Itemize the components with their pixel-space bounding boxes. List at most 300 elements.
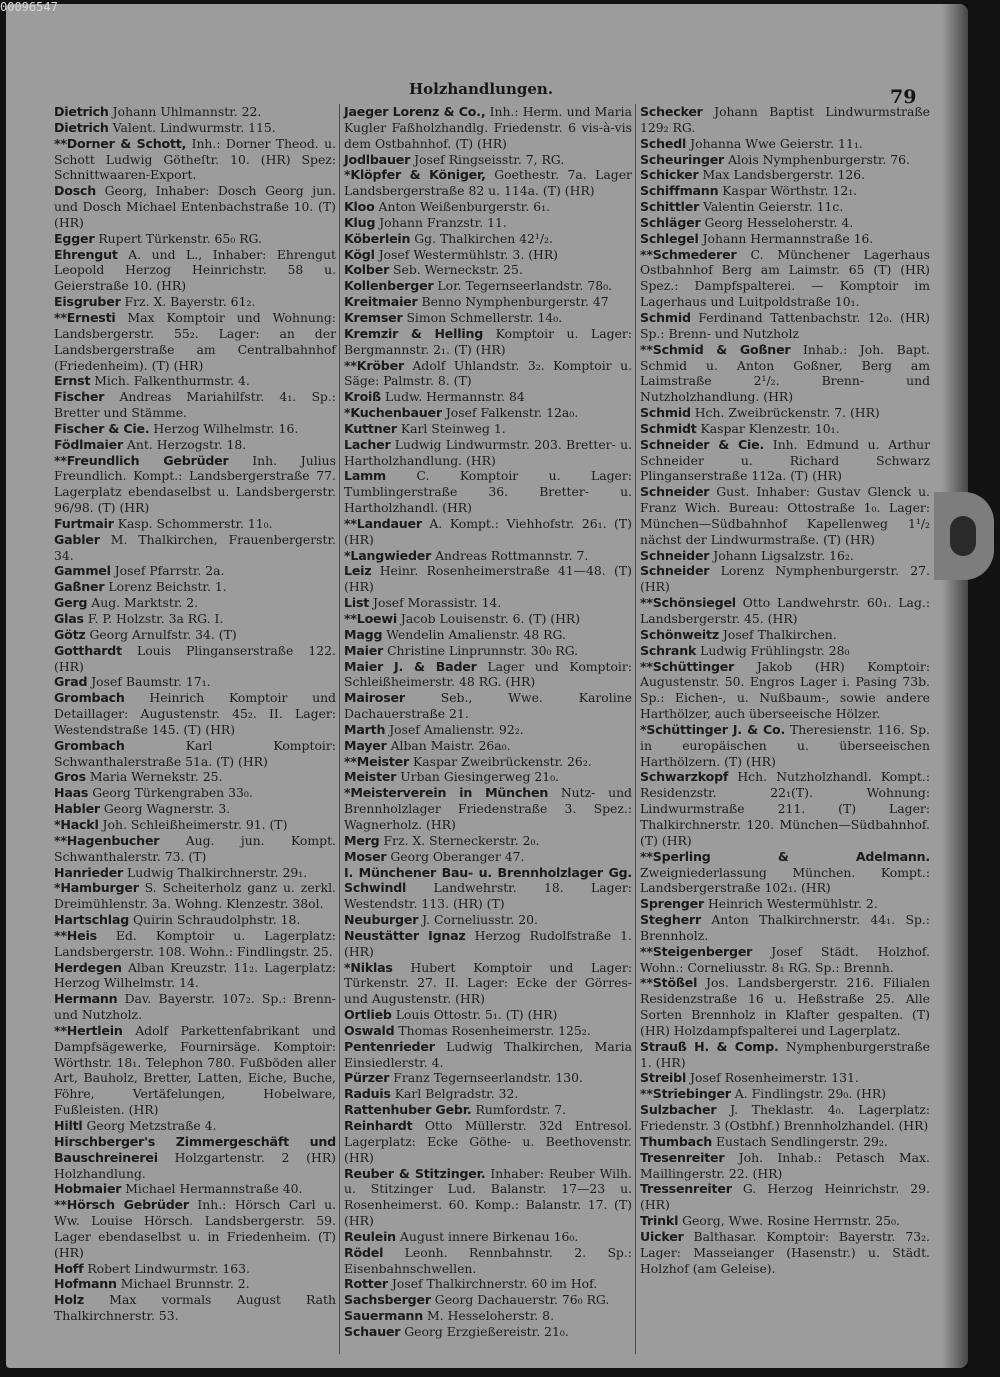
entry-details: Max Landsbergerstr. 126.	[702, 167, 866, 183]
entry-details: Ludwig Frühlingstr. 28₀	[700, 642, 850, 658]
entry-details: Holzgartenstr. 2 (HR) Holzhandlung.	[54, 1149, 336, 1181]
entry-details: Frz. X. Bayerstr. 61₂.	[124, 294, 256, 310]
entry-details: Ant. Herzogstr. 18.	[126, 436, 247, 452]
directory-entry	[54, 310, 336, 373]
entry-name: Rattenhuber Gebr.	[344, 1102, 472, 1118]
directory-column-1	[54, 104, 336, 1324]
directory-entry	[640, 1229, 930, 1277]
entry-name: Hermann	[54, 991, 118, 1007]
entry-details: Lor. Tegernseerlandstr. 78₀.	[437, 278, 613, 294]
entry-details: Joh. Schleißheimerstr. 91. (T)	[102, 816, 288, 832]
directory-entry	[640, 183, 930, 199]
directory-entry	[640, 152, 930, 168]
entry-details: Ludwig Thalkirchen, Maria Einsiedlerstr. 4.	[344, 1038, 632, 1070]
directory-entry	[54, 1181, 336, 1197]
directory-entry	[54, 231, 336, 247]
entry-details: Kaspar Zweibrückenstr. 26₂.	[412, 753, 592, 769]
directory-entry	[54, 373, 336, 389]
entry-details: Jos. Landsbergerstr. 216. Filialen Residenzstraße 16 u. Heßstraße 25. Alle Sorten Brennholz in Klafter gespalten. (T) (HR) Holzdampfspalterei und Lagerplatz.	[640, 975, 930, 1038]
directory-entry	[54, 136, 336, 184]
directory-entry	[344, 1308, 632, 1324]
entry-details: Maria Wernekstr. 25.	[89, 769, 223, 785]
directory-entry	[344, 1324, 632, 1340]
entry-details: Karl Komptoir: Schwanthalerstraße 51a. (T) (HR)	[54, 737, 336, 769]
entry-details: Simon Schmellerstr. 14₀.	[406, 309, 563, 325]
directory-entry	[640, 912, 930, 944]
directory-entry	[54, 563, 336, 579]
entry-name: **Striebinger	[640, 1086, 731, 1102]
entry-name: Ehrengut	[54, 246, 118, 262]
entry-name: Egger	[54, 230, 95, 246]
directory-entry	[344, 690, 632, 722]
entry-details: A. Kompt.: Viehhofstr. 26₁. (T) (HR)	[344, 515, 632, 547]
entry-name: *Langwieder	[344, 547, 432, 563]
directory-entry	[344, 1039, 632, 1071]
entry-details: Rumfordstr. 7.	[475, 1102, 567, 1118]
entry-details: Kasp. Schommerstr. 11₀.	[117, 515, 273, 531]
entry-details: Johann Franzstr. 11.	[379, 214, 507, 230]
entry-name: *Hamburger	[54, 880, 139, 896]
entry-name: *Schüttinger J. & Co.	[640, 721, 786, 737]
directory-entry	[344, 928, 632, 960]
entry-name: Kolber	[344, 262, 390, 278]
entry-details: Lager und Komptoir: Schleißheimerstr. 48 RG. (HR)	[344, 658, 632, 690]
directory-entry	[640, 563, 930, 595]
entry-details: Johann Uhlmannstr. 22.	[112, 104, 262, 119]
directory-entry	[344, 104, 632, 152]
entry-details: Inh.: Hörsch Carl u. Ww. Louise Hörsch. Landsbergerstr. 59. Lager ebendaselbst u. in Friedenheim. (T) (HR)	[54, 1197, 336, 1260]
entry-details: Josef Westermühlstr. 3. (HR)	[378, 246, 558, 262]
entry-name: Jodlbauer	[344, 151, 411, 167]
entry-name: Kreitmaier	[344, 294, 418, 310]
entry-name: **Dorner & Schott,	[54, 135, 187, 151]
entry-name: Sauermann	[344, 1308, 424, 1324]
entry-name: **Schüttinger	[640, 658, 735, 674]
directory-entry	[54, 674, 336, 690]
directory-entry	[344, 611, 632, 627]
entry-details: Georg Dachauerstr. 76₀ RG.	[434, 1292, 610, 1308]
directory-entry	[640, 1134, 930, 1150]
entry-name: Furtmair	[54, 515, 114, 531]
directory-entry	[344, 849, 632, 865]
page-number: 79	[890, 86, 917, 108]
directory-entry	[344, 516, 632, 548]
entry-name: Schmid	[640, 309, 691, 325]
entry-details: Lorenz Beichstr. 1.	[108, 579, 227, 595]
entry-details: Adolf Uhlandstr. 3₂. Komptoir u. Säge: Palmstr. 8. (T)	[344, 357, 632, 389]
entry-name: I. Münchener Bau- u. Brennholzlager Gg. Schwindl	[344, 864, 632, 896]
directory-entry	[640, 342, 930, 405]
column-divider	[339, 104, 340, 1354]
entry-name: **Loewi	[344, 611, 397, 626]
entry-name: Grombach	[54, 690, 125, 706]
entry-details: Josef Ringseisstr. 7, RG.	[414, 151, 565, 167]
scan-id-label: 00096547	[0, 0, 58, 14]
entry-details: Andreas Mariahilfstr. 4₁. Sp.: Bretter und Stämme.	[54, 389, 336, 421]
directory-entry	[344, 294, 632, 310]
directory-entry	[344, 1023, 632, 1039]
entry-details: Heinr. Rosenheimerstraße 41—48. (T) (HR)	[344, 563, 632, 595]
directory-entry	[344, 1086, 632, 1102]
entry-details: Valent. Lindwurmstr. 115.	[112, 119, 276, 135]
entry-details: J. Corneliusstr. 20.	[422, 912, 538, 928]
entry-name: Schmidt	[640, 420, 697, 436]
entry-details: S. Scheiterholz ganz u. zerkl. Dreimühlenstr. 3a. Wohng. Klenzestr. 38ol.	[54, 880, 336, 912]
entry-name: **Schmid & Goßner	[640, 341, 791, 357]
directory-entry	[344, 468, 632, 516]
entry-details: Thomas Rosenheimerstr. 125₂.	[398, 1022, 591, 1038]
directory-entry	[54, 1118, 336, 1134]
entry-details: Ludwig Thalkirchnerstr. 29₁.	[127, 864, 308, 880]
entry-details: Georg Oberanger 47.	[390, 848, 525, 864]
directory-entry	[344, 912, 632, 928]
entry-details: Gg. Thalkirchen 42¹/₂.	[414, 230, 553, 246]
directory-entry	[344, 389, 632, 405]
entry-name: Grad	[54, 674, 88, 690]
entry-name: **Freundlich Gebrüder	[54, 452, 229, 468]
entry-details: Quirin Schraudolphstr. 18.	[132, 912, 301, 928]
entry-name: Schiffmann	[640, 183, 719, 199]
directory-entry	[640, 215, 930, 231]
entry-name: Hoff	[54, 1260, 84, 1276]
entry-details: Georg Hesseloherstr. 4.	[704, 214, 854, 230]
directory-entry	[344, 199, 632, 215]
entry-name: **Heis	[54, 927, 97, 943]
entry-name: Maier J. & Bader	[344, 658, 477, 674]
entry-name: Habler	[54, 801, 100, 817]
entry-name: Dietrich	[54, 104, 109, 119]
entry-details: Josef Baumstr. 17₁.	[91, 674, 211, 690]
directory-entry	[344, 833, 632, 849]
directory-entry	[54, 120, 336, 136]
directory-entry	[54, 912, 336, 928]
entry-name: Lamm	[344, 468, 386, 484]
directory-entry	[344, 1292, 632, 1308]
entry-name: Schmid	[640, 405, 691, 421]
directory-entry	[54, 865, 336, 881]
entry-name: Neustätter Ignaz	[344, 927, 466, 943]
entry-details: Jakob (HR) Komptoir: Augustenstr. 50. Engros Lager i. Pasing 73b. Sp.: Eichen-, u. Nußbaum-, sowie andere Harthölzer, auch überseeische Hölzer.	[640, 658, 930, 722]
entry-details: Lorenz Nymphenburgerstr. 27. (HR)	[640, 563, 930, 595]
entry-name: Hanrieder	[54, 864, 124, 880]
directory-entry	[640, 167, 930, 183]
entry-name: Kremser	[344, 309, 403, 325]
entry-details: C. Komptoir u. Lager: Tumblingerstraße 36. Bretter- u. Hartholzhandl. (HR)	[344, 468, 632, 516]
directory-entry	[344, 738, 632, 754]
entry-details: Georg, Inhaber: Dosch Georg jun. und Dosch Michael Entenbachstraße 10. (T) (HR)	[54, 183, 336, 230]
directory-entry	[54, 769, 336, 785]
directory-entry	[640, 484, 930, 547]
entry-name: Hartschlag	[54, 912, 130, 928]
entry-name: Leiz	[344, 563, 372, 579]
directory-entry	[54, 1023, 336, 1118]
entry-name: Kroiß	[344, 389, 381, 405]
directory-entry	[54, 453, 336, 516]
entry-name: Gammel	[54, 563, 111, 579]
directory-entry	[344, 1276, 632, 1292]
entry-details: August innere Birkenau 16₀.	[399, 1228, 579, 1244]
entry-name: Kögl	[344, 246, 375, 262]
entry-name: Sprenger	[640, 896, 704, 912]
entry-details: Jacob Louisenstr. 6. (T) (HR)	[400, 611, 581, 626]
entry-name: *Hackl	[54, 816, 99, 832]
directory-entry	[54, 183, 336, 231]
directory-entry	[54, 247, 336, 295]
directory-entry	[344, 1245, 632, 1277]
directory-entry	[640, 104, 930, 136]
entry-details: Inh.: Herm. und Maria Kugler Faßholzhandlg. Friedenstr. 6 vis-à-vis dem Ostbahnhof. (T) (HR)	[344, 104, 632, 151]
entry-details: Gust. Inhaber: Gustav Glenck u. Franz Wich. Bureau: Ottostraße 1₀. Lager: München—Südbahnhof Kapellenweg 1¹/₂ nächst der Lindwurmstraße. (T) (HR)	[640, 484, 930, 547]
entry-name: Merg	[344, 832, 380, 848]
entry-name: Rotter	[344, 1276, 388, 1292]
entry-details: Landwehrstr. 18. Lager: Westendstr. 113. (HR) (T)	[344, 880, 632, 912]
entry-name: **Stößel	[640, 975, 698, 991]
entry-details: Dav. Bayerstr. 107₂. Sp.: Brenn- und Nutzholz.	[54, 991, 336, 1023]
entry-details: Rupert Türkenstr. 65₀ RG.	[98, 230, 262, 246]
directory-entry	[640, 199, 930, 215]
directory-entry	[640, 405, 930, 421]
entry-name: **Hertlein	[54, 1022, 123, 1038]
entry-name: Rödel	[344, 1244, 384, 1260]
directory-entry	[344, 421, 632, 437]
entry-name: *Klöpfer & Königer,	[344, 167, 486, 183]
entry-details: Aug. jun. Kompt. Schwanthalerstr. 73. (T)	[54, 832, 336, 864]
entry-details: Alban Maistr. 26a₀.	[390, 737, 511, 753]
entry-name: Reuber & Stitzinger.	[344, 1165, 486, 1181]
entry-details: Josef Amalienstr. 92₂.	[389, 721, 524, 737]
entry-details: Karl Belgradstr. 32.	[394, 1086, 519, 1102]
entry-name: Magg	[344, 626, 383, 642]
entry-details: Josef Falkenstr. 12a₀.	[445, 405, 579, 421]
entry-details: Wendelin Amalienstr. 48 RG.	[386, 626, 566, 642]
entry-details: Georg Erzgießereistr. 21₀.	[404, 1323, 569, 1339]
entry-name: Hobmaier	[54, 1181, 122, 1197]
directory-entry	[54, 532, 336, 564]
directory-entry	[344, 167, 632, 199]
entry-details: Herzog Rudolfstraße 1. (HR)	[344, 927, 632, 959]
directory-entry	[344, 722, 632, 738]
directory-entry	[344, 865, 632, 913]
entry-name: Kuttner	[344, 420, 397, 436]
entry-details: Franz Tegernseerlandstr. 130.	[393, 1070, 583, 1086]
directory-entry	[344, 437, 632, 469]
directory-entry	[640, 437, 930, 485]
entry-details: Johanna Wwe Geierstr. 11₁.	[690, 135, 863, 151]
entry-name: Maier	[344, 642, 384, 658]
entry-details: Leonh. Rennbahnstr. 2. Sp.: Eisenbahnschwellen.	[344, 1244, 632, 1276]
entry-details: Josef Thalkirchnerstr. 60 im Hof.	[391, 1276, 598, 1292]
directory-entry	[640, 595, 930, 627]
entry-name: Klug	[344, 214, 376, 230]
directory-entry	[344, 659, 632, 691]
directory-entry	[54, 738, 336, 770]
entry-details: Andreas Rottmannstr. 7.	[435, 547, 589, 563]
entry-name: Trinkl	[640, 1213, 679, 1229]
entry-details: Alban Kreuzstr. 11₂. Lagerplatz: Herzog Wilhelmstr. 14.	[54, 959, 336, 991]
entry-details: Heinrich Komptoir und Detaillager: Augustenstr. 45₂. II. Lager: Westendstraße 145. (T) (HR)	[54, 690, 336, 737]
entry-name: Schauer	[344, 1323, 401, 1339]
directory-entry	[54, 928, 336, 960]
entry-name: *Niklas	[344, 959, 393, 975]
directory-entry	[640, 975, 930, 1038]
directory-entry	[344, 1229, 632, 1245]
entry-details: Ferdinand Tattenbachstr. 12₀. (HR) Sp.: Brenn- und Nutzholz	[640, 309, 930, 341]
directory-entry	[54, 1197, 336, 1260]
directory-entry	[54, 785, 336, 801]
entry-details: Adolf Parkettenfabrikant und Dampfsägewerke, Fournirsäge. Komptoir: Wörthstr. 18₁. Telephon 780. Fußböden aller Art, Bauholz, Bretter, Latten, Eiche, Buche, Föhre, Vertäfelungen, Hobelware, Fußleisten. (HR)	[54, 1022, 336, 1118]
entry-name: Schläger	[640, 214, 701, 230]
entry-name: Grombach	[54, 737, 125, 753]
entry-name: **Hörsch Gebrüder	[54, 1197, 189, 1213]
directory-entry	[54, 1276, 336, 1292]
entry-name: **Ernesti	[54, 309, 116, 325]
directory-entry	[344, 1007, 632, 1023]
entry-name: Streibl	[640, 1070, 687, 1086]
entry-name: **Sperling & Adelmann.	[640, 848, 930, 864]
entry-details: Josef Pfarrstr. 2a.	[114, 563, 225, 579]
entry-name: Raduis	[344, 1086, 391, 1102]
entry-name: Glas	[54, 611, 84, 626]
entry-details: Georg Metzstraße 4.	[86, 1118, 217, 1133]
directory-entry	[54, 421, 336, 437]
entry-details: Kaspar Wörthstr. 12₁.	[722, 183, 858, 199]
entry-name: Schwarzkopf	[640, 769, 729, 785]
directory-entry	[54, 960, 336, 992]
directory-entry	[344, 262, 632, 278]
entry-details: Joh. Inhab.: Petasch Max. Maillingerstr. 22. (HR)	[640, 1149, 930, 1181]
directory-entry	[640, 643, 930, 659]
entry-details: Mich. Falkenthurmstr. 4.	[94, 373, 250, 389]
directory-entry	[54, 579, 336, 595]
entry-name: Köberlein	[344, 230, 411, 246]
directory-entry	[344, 785, 632, 833]
column-divider	[635, 104, 636, 1354]
entry-details: Eustach Sendlingerstr. 29₂.	[715, 1133, 888, 1149]
directory-column-3	[640, 104, 930, 1276]
entry-name: List	[344, 595, 370, 611]
entry-details: F. P. Holzstr. 3a RG. I.	[87, 611, 224, 626]
entry-name: Tressenreiter	[640, 1181, 732, 1197]
entry-details: Nutz- und Brennholzlager Friedenstraße 3. Spez.: Wagnerholz. (HR)	[344, 785, 632, 832]
entry-name: **Steigenberger	[640, 943, 753, 959]
entry-name: Ortlieb	[344, 1007, 392, 1023]
entry-name: Mayer	[344, 737, 387, 753]
entry-name: **Schmederer	[640, 246, 737, 262]
entry-name: Reulein	[344, 1228, 396, 1244]
entry-name: Neuburger	[344, 912, 419, 928]
entry-name: Lacher	[344, 436, 391, 452]
entry-details: Frz. X. Sterneckerstr. 2₀.	[383, 832, 540, 848]
entry-details: Johann Baptist Lindwurmstraße 129₂ RG.	[640, 104, 930, 135]
directory-entry	[344, 231, 632, 247]
entry-details: Nymphenburgerstraße 1. (HR)	[640, 1038, 930, 1070]
index-tab-hole	[950, 516, 976, 556]
entry-name: Schedl	[640, 135, 687, 151]
entry-name: Schneider & Cie.	[640, 436, 765, 452]
entry-name: Gerg	[54, 595, 88, 611]
directory-entry	[54, 1292, 336, 1324]
entry-details: Hubert Komptoir und Lager: Türkenstr. 27. II. Lager: Ecke der Görres- und Augustenstr. (HR)	[344, 959, 632, 1007]
entry-name: Hiltl	[54, 1118, 83, 1133]
entry-name: Schlegel	[640, 230, 699, 246]
directory-entry	[54, 801, 336, 817]
entry-name: Dietrich	[54, 119, 109, 135]
entry-details: Goethestr. 7a. Lager Landsbergerstraße 82 u. 114a. (T) (HR)	[344, 167, 632, 199]
entry-name: Schneider	[640, 563, 710, 579]
entry-name: Eisgruber	[54, 294, 121, 310]
directory-entry	[344, 215, 632, 231]
entry-name: Haas	[54, 785, 89, 801]
entry-details: Georg Wagnerstr. 3.	[103, 801, 231, 817]
entry-details: Urban Giesingerweg 21₀.	[400, 769, 559, 785]
directory-entry	[640, 627, 930, 643]
entry-name: Tresenreiter	[640, 1149, 725, 1165]
entry-name: Oswald	[344, 1022, 395, 1038]
entry-details: Johann Ligsalzstr. 16₂.	[713, 547, 854, 563]
entry-name: Kremzir & Helling	[344, 325, 484, 341]
entry-details: Louis Plinganserstraße 122. (HR)	[54, 642, 336, 674]
entry-details: Hch. Nutzholzhandl. Kompt.: Residenzstr. 22₁(T). Wohnung: Lindwurmstraße 211. (T) Lager: Thalkirchnerstr. 120. München—Südbahnhof. (T) (HR)	[640, 769, 930, 848]
directory-entry	[344, 1102, 632, 1118]
entry-name: **Schönsiegel	[640, 595, 736, 611]
directory-entry	[344, 643, 632, 659]
directory-entry	[54, 817, 336, 833]
page-title: Holzhandlungen.	[408, 80, 554, 98]
directory-entry	[344, 247, 632, 263]
entry-name: Mairoser	[344, 690, 405, 706]
entry-details: Ludwig Lindwurmstr. 203. Bretter- u. Hartholzhandlung. (HR)	[344, 436, 632, 468]
entry-details: Heinrich Westermühlstr. 2.	[707, 896, 878, 912]
entry-details: Josef Morassistr. 14.	[373, 595, 502, 611]
entry-details: Inh.: Dorner Theod. u. Schott Ludwig Götheſtr. 10. (HR) Spez: Schnittwaaren-Export.	[54, 135, 336, 183]
entry-name: *Kuchenbauer	[344, 405, 442, 421]
directory-entry	[54, 611, 336, 627]
entry-name: Pürzer	[344, 1070, 390, 1086]
directory-entry	[640, 231, 930, 247]
entry-details: C. Münchener Lagerhaus Ostbahnhof Berg am Laimstr. 65 (T) (HR) Spez.: Dampfspalterei. — Komptoir im Lagerhaus und Luitpoldstraße 10₁.	[640, 246, 930, 310]
entry-name: Schneider	[640, 484, 710, 500]
directory-entry	[640, 421, 930, 437]
entry-details: Zweigniederlassung München. Kompt.: Landsbergerstraße 102₁. (HR)	[640, 864, 930, 896]
directory-entry	[344, 548, 632, 564]
entry-name: Jaeger Lorenz & Co.,	[344, 104, 486, 119]
entry-details: Seb., Wwe. Karoline Dachauerstraße 21.	[344, 690, 632, 722]
entry-name: Sachsberger	[344, 1292, 431, 1308]
directory-entry	[640, 1181, 930, 1213]
entry-details: Josef Thalkirchen.	[722, 626, 837, 642]
entry-details: Karl Steinweg 1.	[400, 420, 506, 436]
entry-name: **Landauer	[344, 515, 422, 531]
entry-details: Georg Arnulfstr. 34. (T)	[89, 626, 237, 642]
directory-entry	[344, 310, 632, 326]
entry-details: Ludw. Hermannstr. 84	[384, 389, 525, 405]
entry-details: Robert Lindwurmstr. 163.	[87, 1260, 250, 1276]
directory-entry	[54, 833, 336, 865]
entry-name: Herdegen	[54, 959, 122, 975]
entry-name: Schönweitz	[640, 626, 719, 642]
entry-name: Thumbach	[640, 1133, 712, 1149]
entry-details: Herzog Wilhelmstr. 16.	[153, 420, 299, 436]
directory-entry	[640, 1150, 930, 1182]
entry-name: Gros	[54, 769, 86, 785]
directory-entry	[54, 437, 336, 453]
directory-entry	[54, 1134, 336, 1182]
directory-entry	[344, 754, 632, 770]
directory-entry	[640, 944, 930, 976]
directory-entry	[640, 1213, 930, 1229]
entry-details: Inh. Julius Freundlich. Kompt.: Landsbergerstraße 77. Lagerplatz ebendaselbst u. Landsbergerstr. 96/98. (T) (HR)	[54, 452, 336, 516]
entry-details: Georg, Wwe. Rosine Herrnstr. 25₀.	[682, 1213, 900, 1229]
